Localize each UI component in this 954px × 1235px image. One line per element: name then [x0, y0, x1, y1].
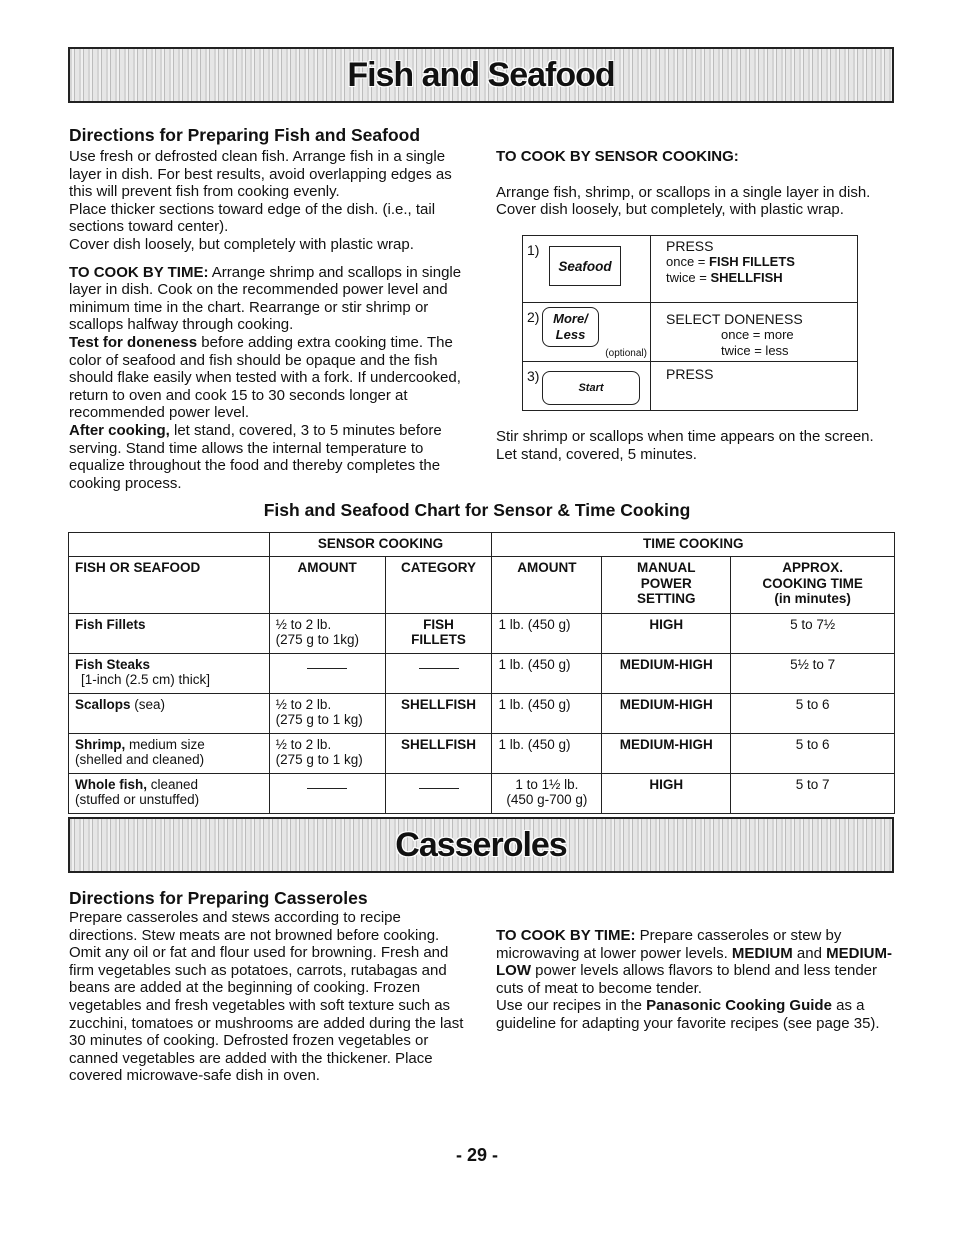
dash: [307, 668, 347, 669]
casseroles-time-text: [496, 927, 896, 1033]
step-number: 3): [527, 368, 540, 384]
paragraph: Use fresh or defrosted clean fish. Arrange fish in a single layer in dish. For best results, avoid overlapping edges as this will prevent fish from cooking evenly.: [69, 148, 452, 201]
fish-directions-text: [69, 148, 469, 492]
table-row: [69, 694, 895, 734]
amount-cell: [269, 654, 385, 694]
table-header-row: [69, 557, 895, 614]
fish-directions-heading: Directions for Preparing Fish and Seafood: [69, 125, 421, 145]
paragraph: TO COOK BY TIME: Prepare casseroles or stew by microwaving at lower power levels. MEDIUM and MEDIUM-LOW power levels allows flavors to blend and less tender cuts of meat to become tender.: [496, 927, 892, 997]
paragraph: Arrange fish, shrimp, or scallops in a single layer in dish. Cover dish loosely, but completely, with plastic wrap.: [496, 183, 871, 219]
power-cell: MEDIUM-HIGH: [602, 654, 731, 694]
start-key-button: Start: [542, 371, 640, 405]
more-less-key-button: [542, 307, 599, 347]
table-row: [69, 774, 895, 814]
food-cell: Whole fish, cleaned (stuffed or unstuffed): [69, 774, 270, 814]
casseroles-directions-heading: Directions for Preparing Casseroles: [69, 888, 368, 908]
cook-time-cell: 5 to 7½: [731, 614, 895, 654]
food-cell: Fish Steaks [1-inch (2.5 cm) thick]: [69, 654, 270, 694]
step-key-cell: [523, 236, 651, 302]
paragraph: Cover dish loosely, but completely with plastic wrap.: [69, 235, 414, 253]
after-label: After cooking,: [69, 421, 170, 439]
category-cell: [385, 774, 492, 814]
cook-time-cell: 5 to 7: [731, 774, 895, 814]
header-power: MANUAL POWER SETTING: [602, 557, 731, 614]
time-amount-cell: 1 lb. (450 g): [492, 734, 602, 774]
step-instruction: [651, 362, 857, 410]
time-amount-cell: 1 lb. (450 g): [492, 654, 602, 694]
dash: [307, 788, 347, 789]
category-cell: SHELLFISH: [385, 694, 492, 734]
step-number: 2): [527, 309, 540, 325]
sensor-steps-box: [522, 235, 858, 411]
sensor-stir-note: [496, 428, 896, 463]
power-cell: MEDIUM-HIGH: [602, 694, 731, 734]
page-number: - 29 -: [455, 1145, 498, 1165]
step-row: [523, 361, 857, 410]
step-text: twice = SHELLFISH: [666, 270, 783, 285]
optional-note: (optional): [605, 348, 647, 359]
paragraph: [69, 422, 469, 492]
step-row: [523, 236, 857, 302]
seafood-key-button: Seafood: [549, 246, 621, 286]
casseroles-directions-text: [69, 909, 469, 1085]
category-cell: [385, 654, 492, 694]
table-row: [69, 654, 895, 694]
step-row: [523, 302, 857, 361]
step-text: PRESS: [666, 366, 714, 382]
time-amount-cell: 1 lb. (450 g): [492, 614, 602, 654]
food-cell: Scallops (sea): [69, 694, 270, 734]
power-cell: HIGH: [602, 614, 731, 654]
header-category: CATEGORY: [385, 557, 492, 614]
food-cell: Shrimp, medium size (shelled and cleaned): [69, 734, 270, 774]
step-number: 1): [527, 242, 540, 258]
table-row: [69, 614, 895, 654]
step-text: once = FISH FILLETS: [666, 254, 795, 269]
category-cell: FISH FILLETS: [385, 614, 492, 654]
dash: [419, 668, 459, 669]
step-text: twice = less: [721, 343, 789, 358]
time-label: TO COOK BY TIME:: [69, 263, 209, 281]
header-blank: [69, 533, 270, 557]
step-text: PRESS: [666, 238, 714, 254]
step-instruction: [651, 236, 857, 302]
header-sensor-group: SENSOR COOKING: [269, 533, 492, 557]
table-row: [69, 734, 895, 774]
step-key-cell: [523, 362, 651, 410]
paragraph: Prepare casseroles and stews according to recipe directions. Stew meats are not browned before cooking. Omit any oil or fat and flour used for browning. Fresh and firm vegetables such as potatoes, carrots, rutabagas and beans are added at the beginning of cooking. Frozen vegetables and fresh vegetables with soft texture such as zucchini, tomatoes or mushrooms are added during the last 30 minutes of cooking. Defrosted frozen vegetables or canned vegetables are added with the thickener. Place covered microwave-safe dish in oven.: [69, 909, 464, 1085]
cook-time-cell: 5½ to 7: [731, 654, 895, 694]
seafood-chart-table: [68, 532, 895, 814]
table-header-row: [69, 533, 895, 557]
power-cell: HIGH: [602, 774, 731, 814]
power-cell: MEDIUM-HIGH: [602, 734, 731, 774]
food-cell: Fish Fillets: [69, 614, 270, 654]
fish-seafood-banner: [68, 47, 894, 103]
header-time-amount: AMOUNT: [492, 557, 602, 614]
step-text: once = more: [721, 327, 794, 342]
casseroles-banner: [68, 817, 894, 873]
paragraph: [69, 264, 469, 334]
cook-time-cell: 5 to 6: [731, 694, 895, 734]
paragraph: Use our recipes in the Panasonic Cooking Guide as a guideline for adapting your favorite recipes (see page 35).: [496, 997, 880, 1032]
category-cell: SHELLFISH: [385, 734, 492, 774]
header-time-group: TIME COOKING: [492, 533, 895, 557]
time-amount-cell: 1 lb. (450 g): [492, 694, 602, 734]
key-label: Less: [555, 327, 586, 342]
paragraph: [69, 334, 469, 422]
doneness-label: Test for doneness: [69, 333, 198, 351]
sensor-directions: [496, 148, 896, 219]
cook-time-cell: 5 to 6: [731, 734, 895, 774]
header-cook-time: APPROX. COOKING TIME (in minutes): [731, 557, 895, 614]
banner-title: Fish and Seafood: [347, 55, 615, 94]
time-amount-cell: 1 to 1½ lb. (450 g-700 g): [492, 774, 602, 814]
paragraph: Place thicker sections toward edge of the dish. (i.e., tail sections toward center).: [69, 200, 436, 236]
step-text: SELECT DONENESS: [666, 311, 803, 327]
step-instruction: [651, 303, 857, 361]
time-label: TO COOK BY TIME:: [496, 927, 636, 944]
header-amount: AMOUNT: [269, 557, 385, 614]
amount-cell: ½ to 2 lb. (275 g to 1kg): [269, 614, 385, 654]
chart-title: Fish and Seafood Chart for Sensor & Time Cooking: [263, 500, 691, 520]
key-label: More/: [553, 311, 588, 326]
amount-cell: ½ to 2 lb. (275 g to 1 kg): [269, 694, 385, 734]
paragraph: Stir shrimp or scallops when time appears on the screen. Let stand, covered, 5 minutes.: [496, 428, 874, 463]
dash: [419, 788, 459, 789]
after-text: let stand, covered, 3 to 5 minutes before serving. Stand time allows the internal temperature to equalize throughout the food and thereby completes the cooking process.: [69, 421, 442, 492]
sensor-heading: TO COOK BY SENSOR COOKING:: [496, 148, 739, 165]
doneness-text: before adding extra cooking time. The color of seafood and fish should be opaque and the fish should flake easily when tested with a fork. If undercooked, return to oven and cook 15 to 30 seconds longer at recommended power level.: [69, 333, 461, 422]
amount-cell: [269, 774, 385, 814]
step-key-cell: [523, 303, 651, 361]
header-food: FISH OR SEAFOOD: [69, 557, 270, 614]
time-text: Arrange shrimp and scallops in single layer in dish. Cook on the recommended power level and minimum time in the chart. Rearrange or stir shrimp or scallops halfway through cooking.: [69, 263, 462, 334]
banner-title: Casseroles: [395, 825, 567, 864]
amount-cell: ½ to 2 lb. (275 g to 1 kg): [269, 734, 385, 774]
